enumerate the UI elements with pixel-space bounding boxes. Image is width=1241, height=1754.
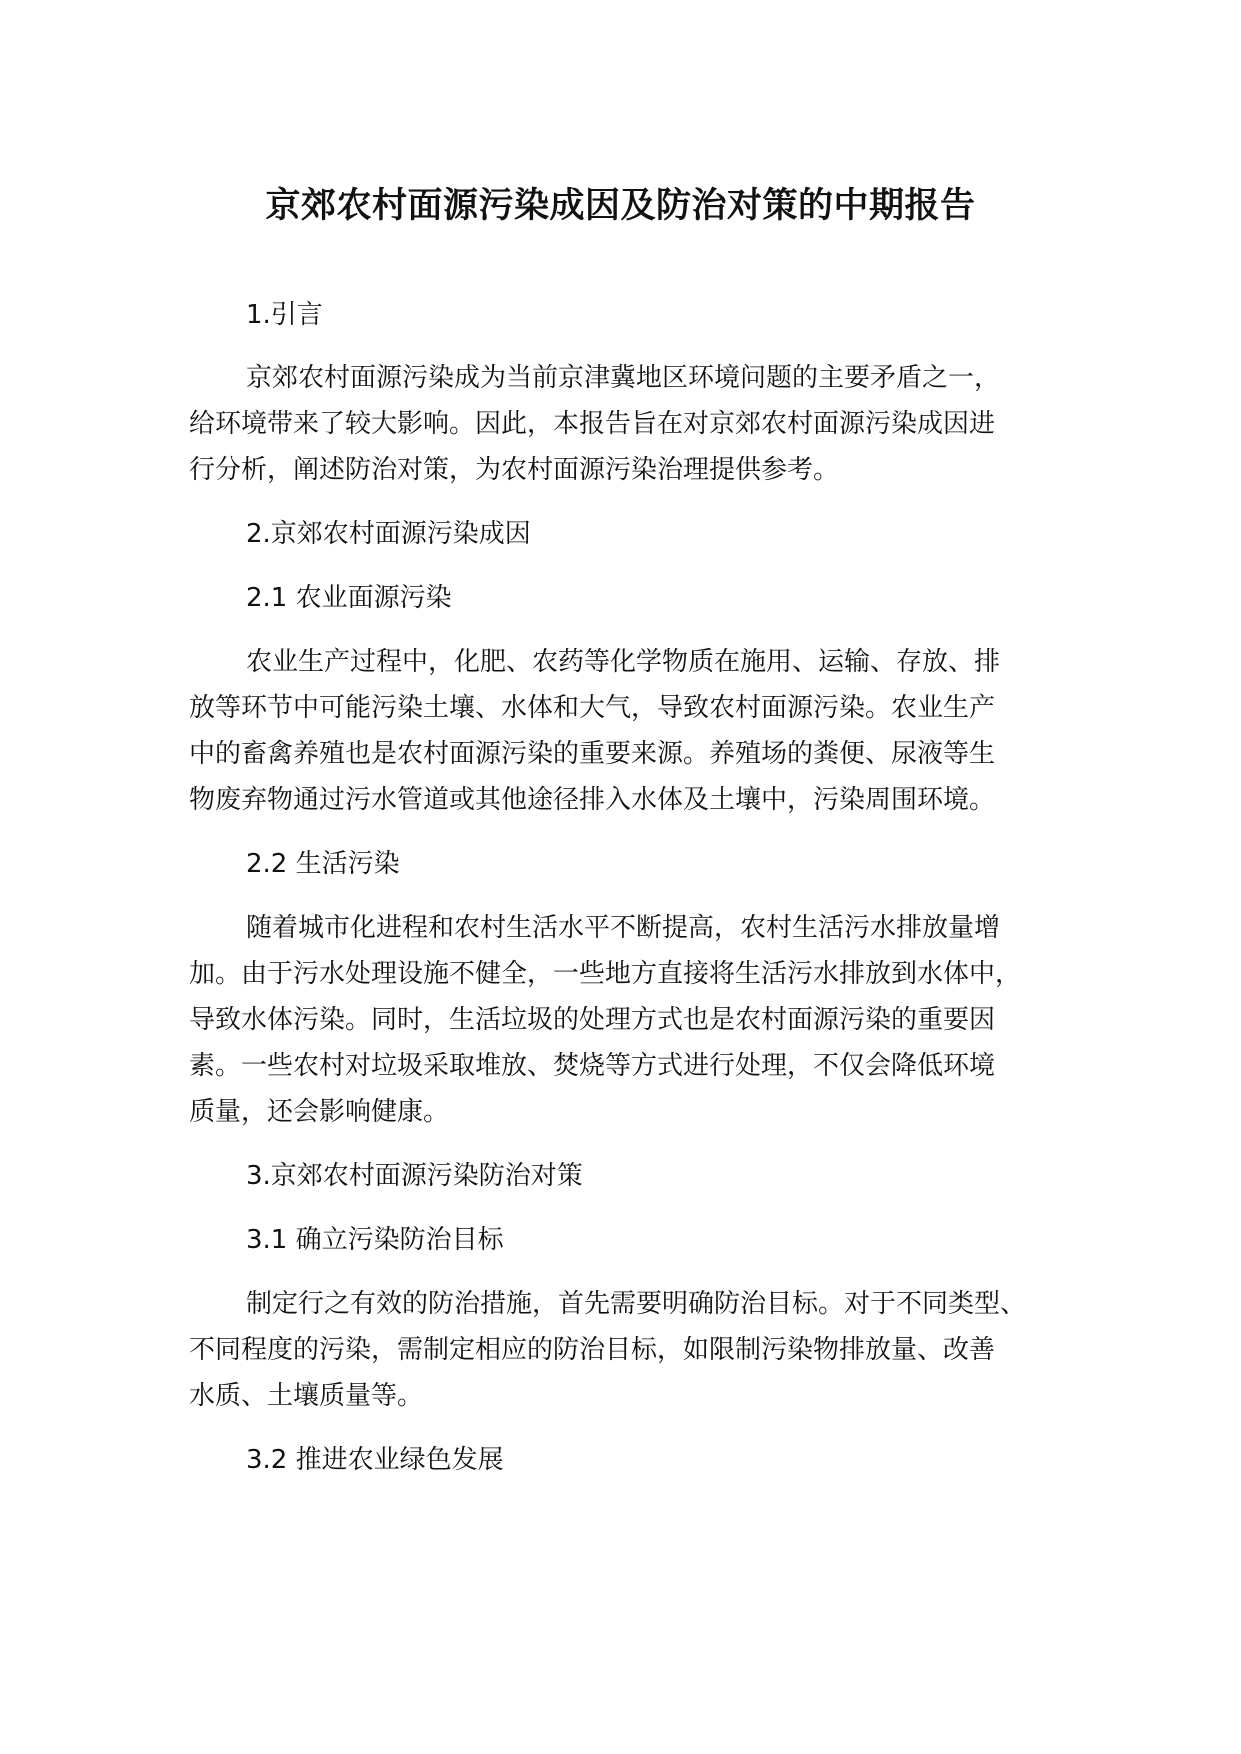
paragraph-line: 行分析，阐述防治对策，为农村面源污染治理提供参考。 [189, 455, 840, 485]
paragraph-line: 质量，还会影响健康。 [189, 1097, 450, 1127]
paragraph-line: 加。由于污水处理设施不健全，一些地方直接将生活污水排放到水体中， [189, 959, 1022, 989]
paragraph-line: 不同程度的污染，需制定相应的防治目标，如限制污染物排放量、改善 [189, 1335, 996, 1365]
paragraph-line: 给环境带来了较大影响。因此，本报告旨在对京郊农村面源污染成因进 [189, 409, 996, 439]
paragraph-line: 导致水体污染。同时，生活垃圾的处理方式也是农村面源污染的重要因 [189, 1005, 996, 1035]
document-title: 京郊农村面源污染成因及防治对策的中期报告 [265, 186, 976, 226]
heading-set-targets: 3.1 确立污染防治目标 [246, 1225, 504, 1255]
heading-domestic-pollution: 2.2 生活污染 [246, 849, 400, 879]
paragraph-line: 随着城市化进程和农村生活水平不断提高，农村生活污水排放量增 [246, 913, 1001, 943]
heading-introduction: 1.引言 [246, 300, 323, 330]
heading-agricultural-pollution: 2.1 农业面源污染 [246, 583, 452, 613]
heading-green-agriculture: 3.2 推进农业绿色发展 [246, 1445, 504, 1475]
paragraph-line: 素。一些农村对垃圾采取堆放、焚烧等方式进行处理，不仅会降低环境 [189, 1051, 996, 1081]
heading-countermeasures: 3.京郊农村面源污染防治对策 [246, 1161, 583, 1191]
paragraph-line: 物废弃物通过污水管道或其他途径排入水体及土壤中，污染周围环境。 [189, 785, 996, 815]
paragraph-line: 农业生产过程中，化肥、农药等化学物质在施用、运输、存放、排 [246, 647, 1001, 677]
paragraph-line: 放等环节中可能污染土壤、水体和大气，导致农村面源污染。农业生产 [189, 693, 996, 723]
paragraph-line: 水质、土壤质量等。 [189, 1381, 424, 1411]
paragraph-line: 制定行之有效的防治措施，首先需要明确防治目标。对于不同类型、 [246, 1289, 1027, 1319]
heading-causes: 2.京郊农村面源污染成因 [246, 519, 531, 549]
paragraph-line: 京郊农村面源污染成为当前京津冀地区环境问题的主要矛盾之一， [246, 363, 1001, 393]
paragraph-line: 中的畜禽养殖也是农村面源污染的重要来源。养殖场的粪便、尿液等生 [189, 739, 996, 769]
